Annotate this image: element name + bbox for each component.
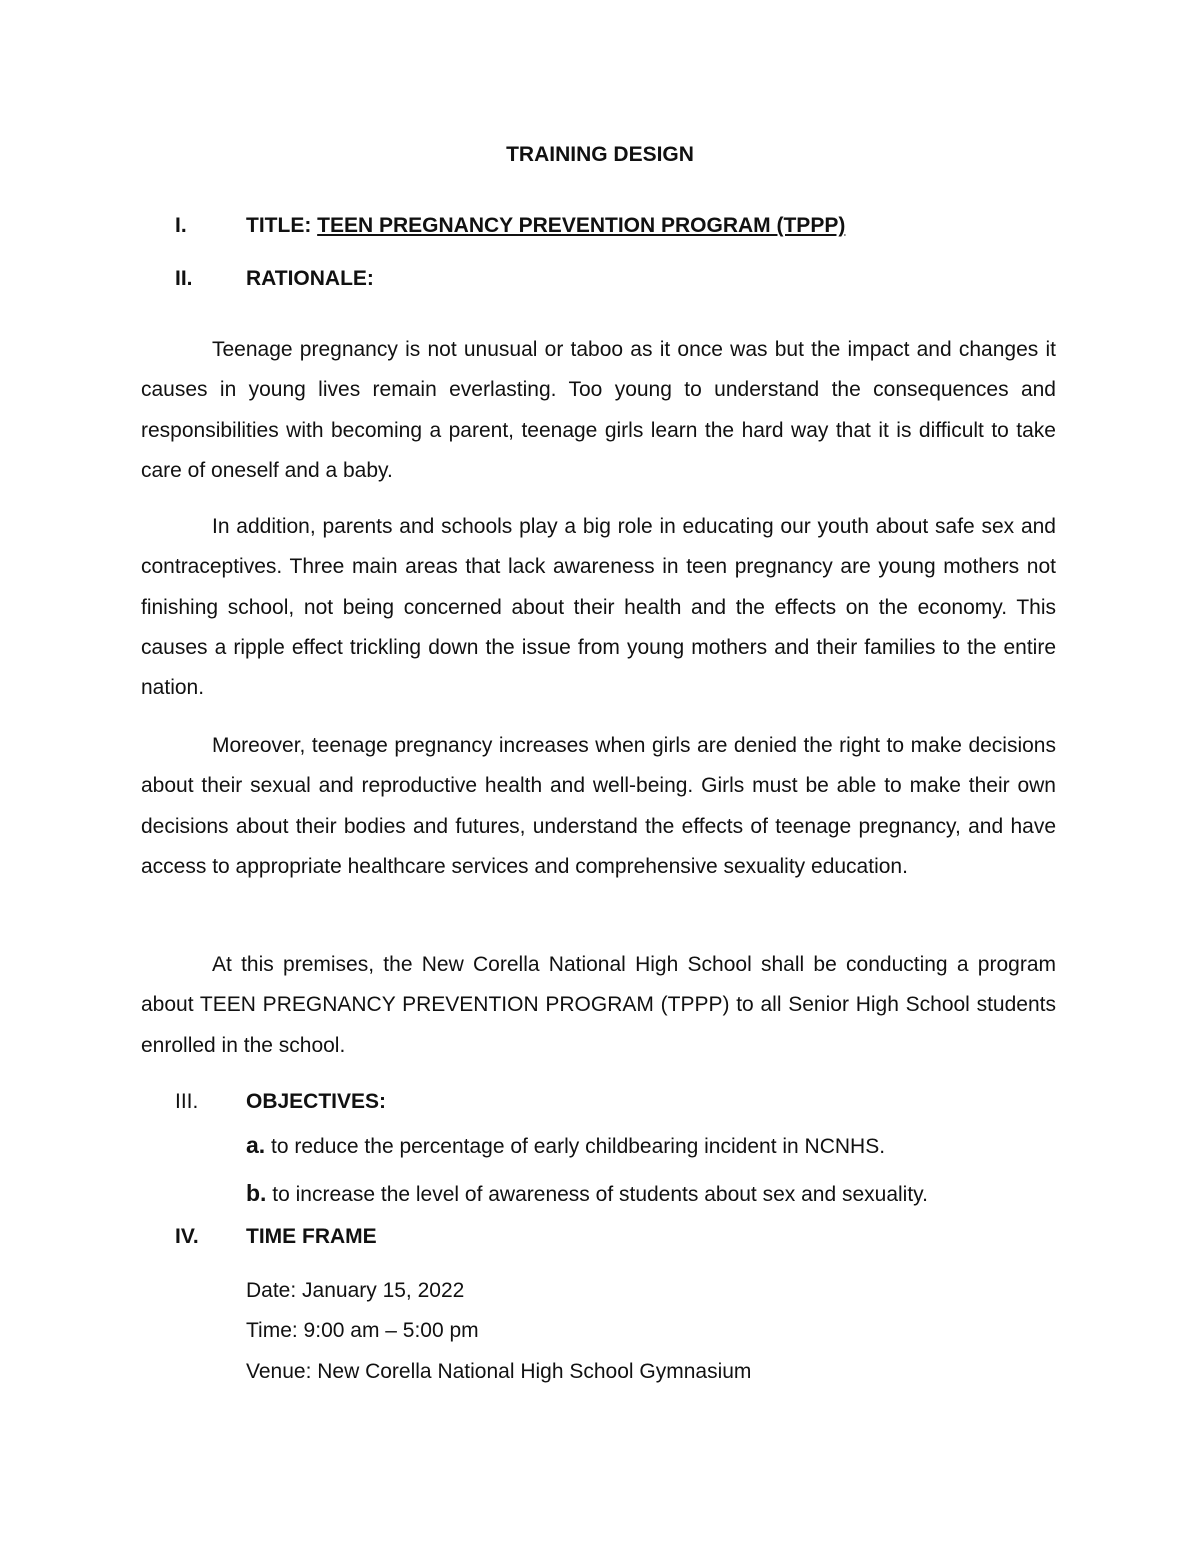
- paragraph-text: Moreover, teenage pregnancy increases when girls are denied the right to make decisions about their sexual and reproductive health and well-being. Girls must be able to make their own decisions about their bodies and futures, understand the effects of teenage pregnancy, and have access to appropriate healthcare services and comprehensive sexuality education.: [141, 734, 1056, 878]
- rationale-paragraph-3: [141, 726, 1056, 887]
- section-number: IV.: [175, 1225, 199, 1248]
- section-number: III.: [175, 1090, 199, 1113]
- objective-item: [246, 1180, 928, 1208]
- section-label: OBJECTIVES:: [246, 1090, 387, 1113]
- section-number: I.: [175, 214, 187, 237]
- paragraph-text: At this premises, the New Corella National High School shall be conducting a program about TEEN PREGNANCY PREVENTION PROGRAM (TPPP) to all Senior High School students enrolled in the school.: [141, 953, 1056, 1057]
- section-label: RATIONALE:: [246, 267, 374, 290]
- title-label: TITLE:: [246, 214, 318, 237]
- section-label: TIME FRAME: [246, 1225, 377, 1248]
- rationale-paragraph-2: [141, 507, 1056, 708]
- time-frame-venue: Venue: New Corella National High School Gymnasium: [246, 1360, 752, 1383]
- rationale-paragraph-4: [141, 945, 1056, 1066]
- program-title: TEEN PREGNANCY PREVENTION PROGRAM (TPPP): [317, 214, 846, 237]
- section-number: II.: [175, 267, 193, 290]
- document-title: TRAINING DESIGN: [506, 143, 694, 166]
- time-frame-time: Time: 9:00 am – 5:00 pm: [246, 1319, 479, 1342]
- paragraph-text: In addition, parents and schools play a big role in educating our youth about safe sex and contraceptives. Three main areas that lack awareness in teen pregnancy are young mothers not finishing school, not being concerned about their health and the effects on the economy. This causes a ripple effect trickling down the issue from young mothers and their families to the entire nation.: [141, 515, 1056, 700]
- paragraph-text: Teenage pregnancy is not unusual or taboo as it once was but the impact and changes it causes in young lives remain everlasting. Too young to understand the consequences and responsibilities with becoming a parent, teenage girls learn the hard way that it is difficult to take care of oneself and a baby.: [141, 338, 1056, 482]
- objective-letter: b.: [246, 1180, 267, 1206]
- rationale-paragraph-1: [141, 330, 1056, 491]
- objective-text: to reduce the percentage of early childbearing incident in NCNHS.: [271, 1135, 886, 1158]
- objective-letter: a.: [246, 1132, 266, 1158]
- section-label: [246, 213, 845, 239]
- objective-item: [246, 1132, 885, 1160]
- objective-text: to increase the level of awareness of students about sex and sexuality.: [272, 1183, 928, 1206]
- time-frame-date: Date: January 15, 2022: [246, 1279, 465, 1302]
